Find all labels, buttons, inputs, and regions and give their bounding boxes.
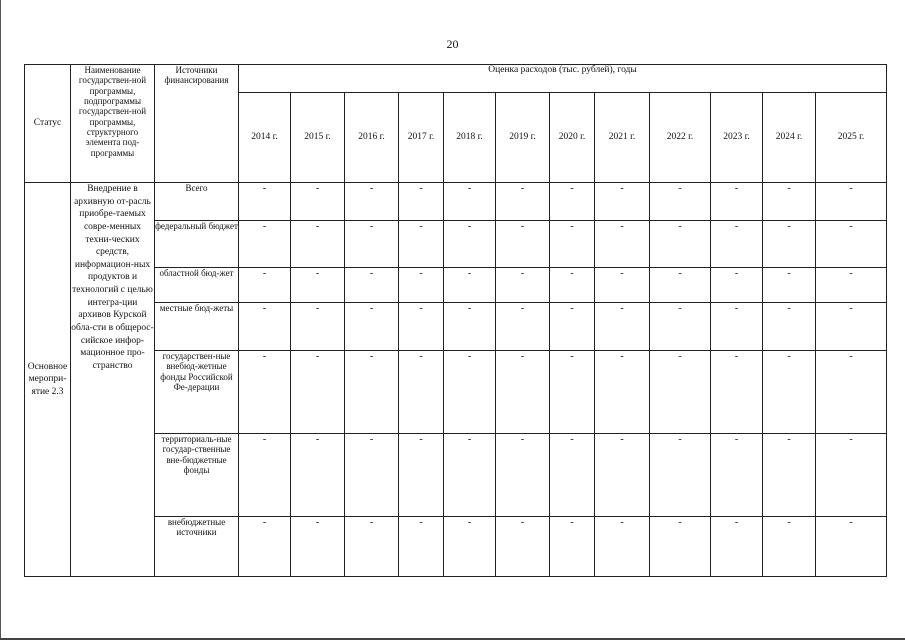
value-cell: -	[816, 303, 887, 351]
value-cell: -	[291, 221, 345, 268]
value-cell: -	[650, 183, 711, 221]
value-cell: -	[291, 517, 345, 577]
year-header: 2023 г.	[711, 93, 763, 183]
value-cell: -	[399, 268, 444, 303]
value-cell: -	[763, 303, 816, 351]
header-status: Статус	[25, 65, 71, 183]
header-sources: Источники финансирования	[155, 65, 239, 183]
value-cell: -	[711, 517, 763, 577]
year-header: 2016 г.	[345, 93, 399, 183]
value-cell: -	[345, 268, 399, 303]
year-header: 2022 г.	[650, 93, 711, 183]
value-cell: -	[650, 303, 711, 351]
value-cell: -	[345, 303, 399, 351]
value-cell: -	[763, 221, 816, 268]
value-cell: -	[444, 351, 496, 434]
value-cell: -	[345, 517, 399, 577]
value-cell: -	[711, 183, 763, 221]
value-cell: -	[239, 183, 291, 221]
value-cell: -	[291, 183, 345, 221]
funding-source-cell: Всего	[155, 183, 239, 221]
value-cell: -	[496, 268, 550, 303]
value-cell: -	[711, 303, 763, 351]
value-cell: -	[550, 221, 595, 268]
status-cell: Основное меропри-ятие 2.3	[25, 183, 71, 577]
value-cell: -	[816, 434, 887, 517]
funding-source-cell: областной бюд-жет	[155, 268, 239, 303]
value-cell: -	[239, 268, 291, 303]
table-row	[25, 351, 887, 434]
value-cell: -	[345, 434, 399, 517]
value-cell: -	[595, 303, 650, 351]
year-header: 2015 г.	[291, 93, 345, 183]
value-cell: -	[291, 351, 345, 434]
value-cell: -	[550, 434, 595, 517]
value-cell: -	[763, 517, 816, 577]
value-cell: -	[595, 221, 650, 268]
value-cell: -	[650, 434, 711, 517]
value-cell: -	[239, 303, 291, 351]
activity-name-cell: Внедрение в архивную от-расль приобре-таемых совре-менных техни-ческих средств, информацион-ных продуктов и технологий с целью интегра-ции архивов Курской обла-сти в общерос-сийское инфор-мационное про-странство	[71, 183, 155, 577]
value-cell: -	[650, 268, 711, 303]
value-cell: -	[444, 221, 496, 268]
value-cell: -	[345, 221, 399, 268]
value-cell: -	[291, 268, 345, 303]
year-header: 2021 г.	[595, 93, 650, 183]
value-cell: -	[444, 434, 496, 517]
value-cell: -	[291, 303, 345, 351]
value-cell: -	[650, 221, 711, 268]
value-cell: -	[496, 517, 550, 577]
value-cell: -	[763, 183, 816, 221]
value-cell: -	[816, 517, 887, 577]
value-cell: -	[496, 434, 550, 517]
value-cell: -	[595, 434, 650, 517]
budget-table	[24, 64, 887, 577]
value-cell: -	[595, 183, 650, 221]
value-cell: -	[239, 517, 291, 577]
value-cell: -	[816, 268, 887, 303]
value-cell: -	[496, 351, 550, 434]
value-cell: -	[239, 351, 291, 434]
value-cell: -	[399, 303, 444, 351]
table-body	[25, 183, 887, 577]
year-header: 2025 г.	[816, 93, 887, 183]
value-cell: -	[444, 183, 496, 221]
value-cell: -	[239, 221, 291, 268]
value-cell: -	[496, 303, 550, 351]
value-cell: -	[345, 183, 399, 221]
value-cell: -	[444, 517, 496, 577]
value-cell: -	[399, 221, 444, 268]
value-cell: -	[595, 351, 650, 434]
table-row	[25, 183, 887, 221]
value-cell: -	[550, 517, 595, 577]
value-cell: -	[711, 268, 763, 303]
table-row	[25, 517, 887, 577]
funding-source-cell: местные бюд-жеты	[155, 303, 239, 351]
funding-source-cell: территориаль-ные государ-ственные вне-бюджетные фонды	[155, 434, 239, 517]
value-cell: -	[711, 434, 763, 517]
year-header: 2014 г.	[239, 93, 291, 183]
value-cell: -	[763, 351, 816, 434]
table-row	[25, 221, 887, 268]
value-cell: -	[550, 268, 595, 303]
value-cell: -	[650, 351, 711, 434]
value-cell: -	[496, 183, 550, 221]
funding-source-cell: федеральный бюджет	[155, 221, 239, 268]
page-number: 20	[446, 37, 459, 51]
value-cell: -	[399, 351, 444, 434]
value-cell: -	[763, 268, 816, 303]
value-cell: -	[550, 351, 595, 434]
value-cell: -	[711, 221, 763, 268]
value-cell: -	[496, 221, 550, 268]
value-cell: -	[816, 221, 887, 268]
value-cell: -	[399, 434, 444, 517]
value-cell: -	[595, 268, 650, 303]
value-cell: -	[550, 303, 595, 351]
funding-source-cell: государствен-ные внебюд-жетные фонды Российской Фе-дерации	[155, 351, 239, 434]
year-header: 2018 г.	[444, 93, 496, 183]
value-cell: -	[444, 303, 496, 351]
value-cell: -	[239, 434, 291, 517]
value-cell: -	[399, 517, 444, 577]
value-cell: -	[816, 183, 887, 221]
value-cell: -	[444, 268, 496, 303]
header-name: Наименование государствен-ной программы, подпрограммы государствен-ной программы, структурного элемента под-программы	[71, 65, 155, 183]
value-cell: -	[399, 183, 444, 221]
value-cell: -	[650, 517, 711, 577]
year-header: 2019 г.	[496, 93, 550, 183]
funding-source-cell: внебюджетные источники	[155, 517, 239, 577]
year-header: 2024 г.	[763, 93, 816, 183]
value-cell: -	[291, 434, 345, 517]
value-cell: -	[763, 434, 816, 517]
value-cell: -	[711, 351, 763, 434]
year-header: 2017 г.	[399, 93, 444, 183]
table-row	[25, 268, 887, 303]
scan-left-edge	[0, 0, 1, 640]
year-header: 2020 г.	[550, 93, 595, 183]
table-row	[25, 434, 887, 517]
value-cell: -	[595, 517, 650, 577]
value-cell: -	[816, 351, 887, 434]
value-cell: -	[550, 183, 595, 221]
value-cell: -	[345, 351, 399, 434]
header-cost-estimate: Оценка расходов (тыс. рублей), годы	[239, 65, 887, 93]
